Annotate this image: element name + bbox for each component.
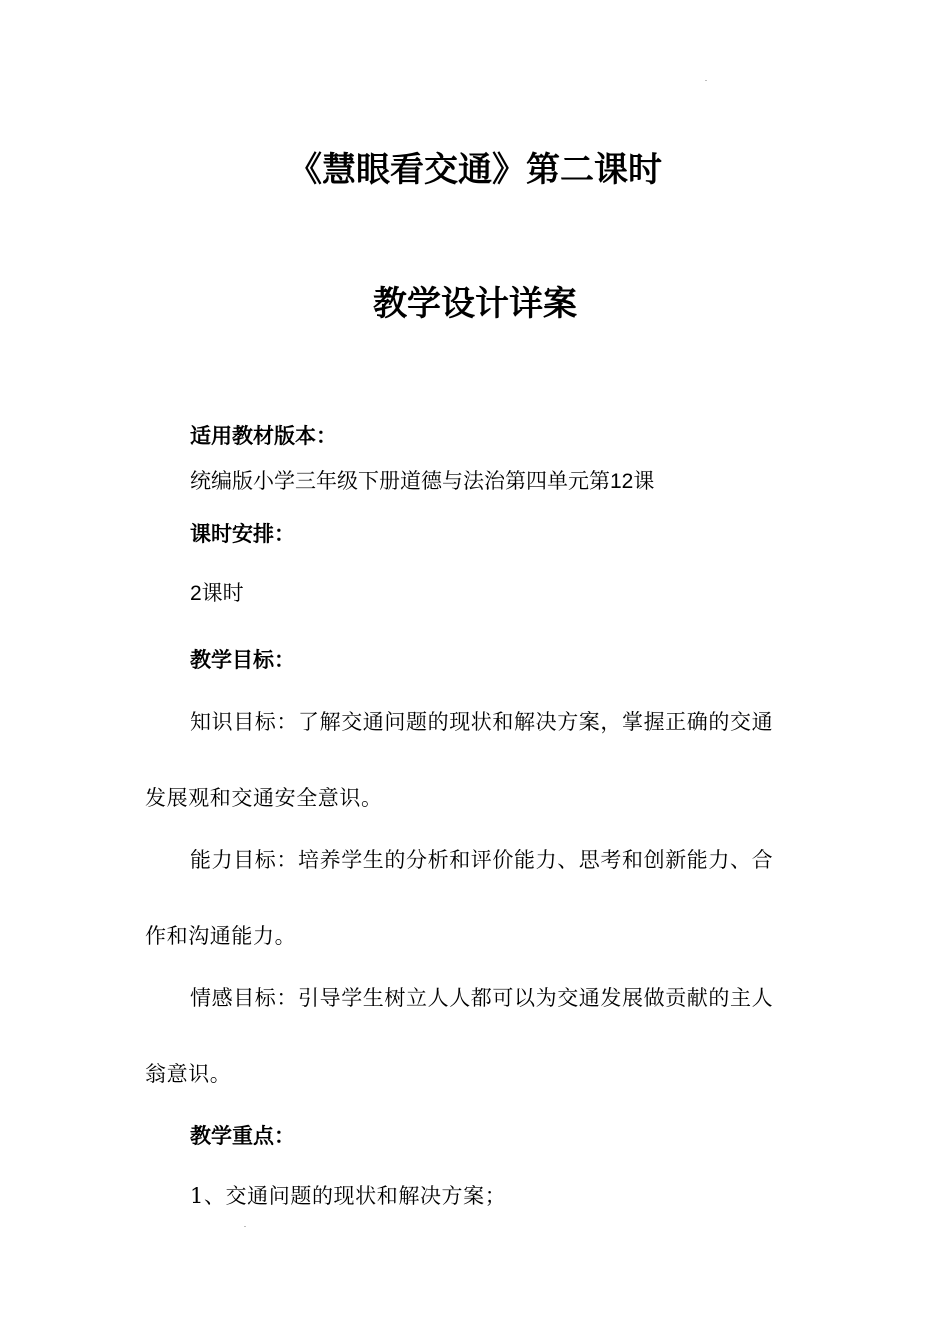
schedule-value: 2课时 [190, 582, 244, 605]
textbook-value: 统编版小学三年级下册道德与法治第四单元第12课 [190, 470, 655, 493]
knowledge-objective-line2: 发展观和交通安全意识。 [145, 786, 383, 810]
ability-objective-line1: 能力目标：培养学生的分析和评价能力、思考和创新能力、合 [190, 848, 774, 872]
emotion-objective-line2: 翁意识。 [145, 1062, 232, 1086]
document-subtitle: 教学设计详案 [373, 284, 577, 324]
emotion-objective-line1: 情感目标：引导学生树立人人都可以为交通发展做贡献的主人 [190, 986, 774, 1010]
textbook-label: 适用教材版本： [190, 424, 337, 448]
key-points-label: 教学重点： [190, 1124, 295, 1148]
key-point-1: 1、交通问题的现状和解决方案； [190, 1184, 507, 1208]
knowledge-objective-line1: 知识目标：了解交通问题的现状和解决方案，掌握正确的交通 [190, 710, 774, 734]
ability-objective-line2: 作和沟通能力。 [145, 924, 297, 948]
schedule-label: 课时安排： [190, 522, 295, 546]
objectives-label: 教学目标： [190, 648, 295, 672]
document-title: 《慧眼看交通》第二课时 [288, 150, 662, 190]
scan-speck [705, 80, 707, 81]
scan-speck [244, 1226, 246, 1227]
